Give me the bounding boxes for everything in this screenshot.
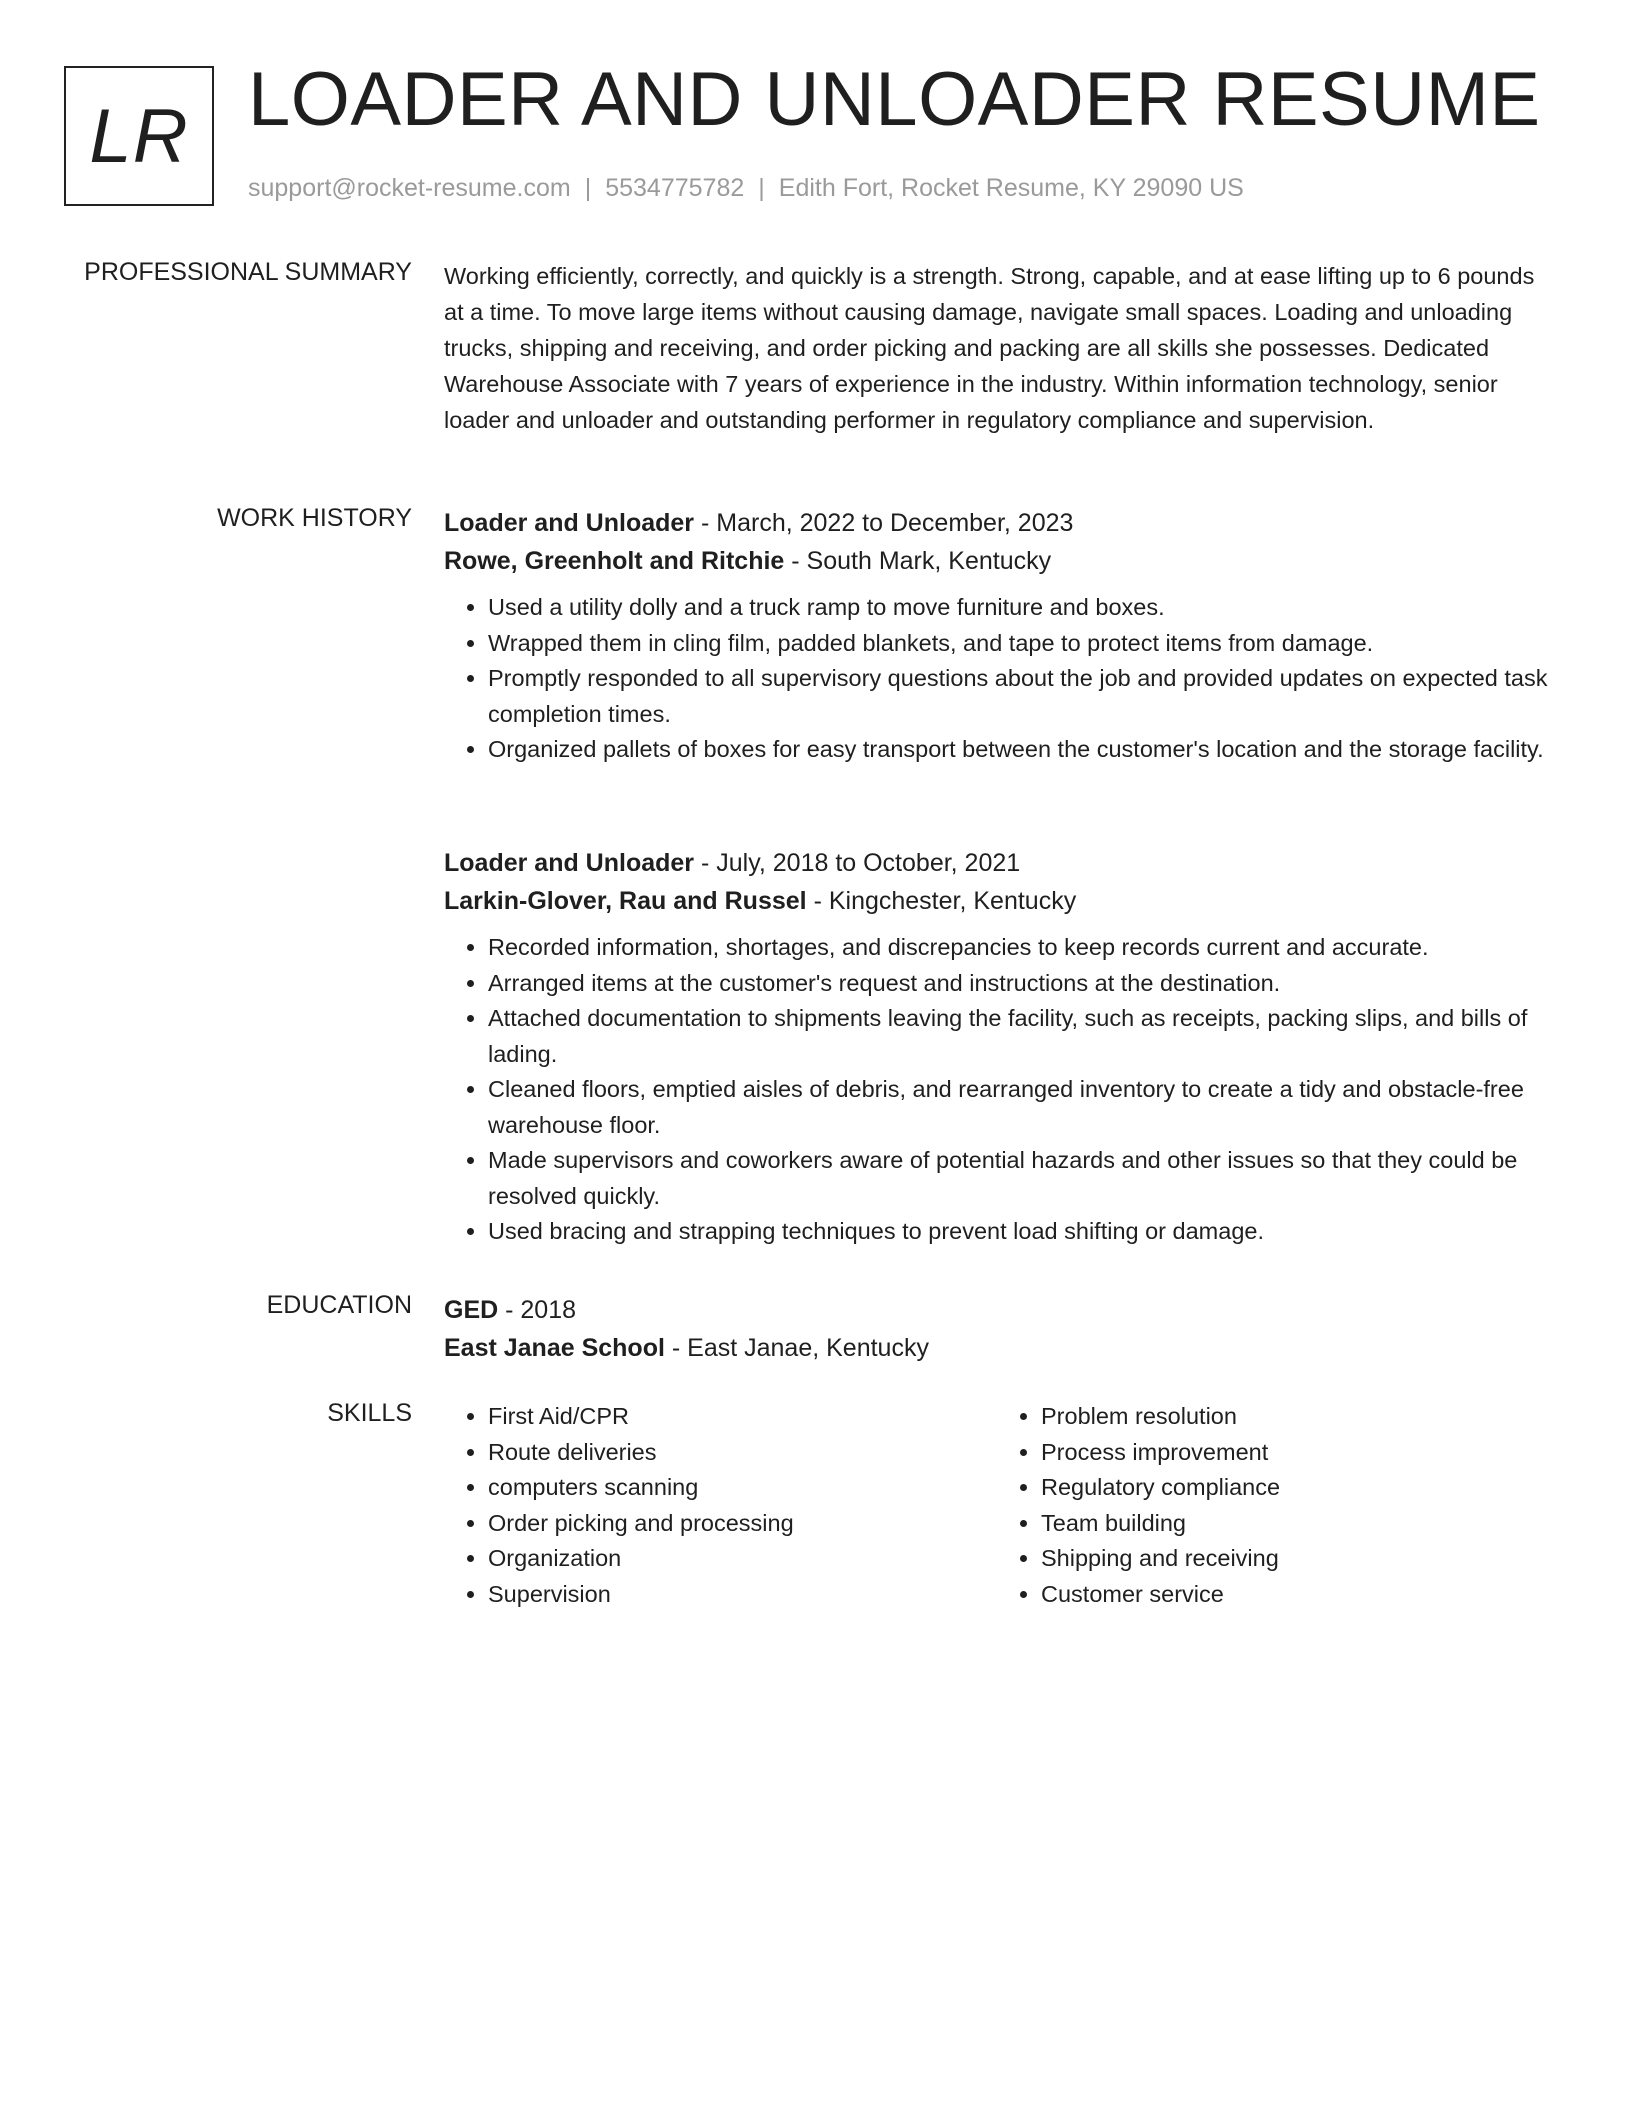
contact-separator: | <box>758 174 765 202</box>
education-degree-line <box>444 1291 1550 1329</box>
contact-phone: 5534775782 <box>605 174 745 202</box>
list-item: • Recorded information, shortages, and discrepancies to keep records current and accurate. <box>488 930 1550 966</box>
skill-item: • Shipping and receiving <box>1041 1541 1550 1577</box>
list-item: • Arranged items at the customer's request and instructions at the destination. <box>488 966 1550 1002</box>
skill-item: • Problem resolution <box>1041 1399 1550 1435</box>
skills-list-left <box>444 1399 997 1613</box>
summary-body <box>444 258 1550 438</box>
job-title-line <box>444 844 1550 882</box>
job-entry <box>444 504 1550 768</box>
job-company-line <box>444 542 1550 580</box>
list-item: • Cleaned floors, emptied aisles of debris, and rearranged inventory to create a tidy and obstacle-free warehouse floor. <box>488 1072 1550 1143</box>
list-item: • Wrapped them in cling film, padded blankets, and tape to protect items from damage. <box>488 626 1550 662</box>
section-heading-summary: PROFESSIONAL SUMMARY <box>84 258 412 286</box>
skill-item: • Order picking and processing <box>488 1506 997 1542</box>
list-item: • Used bracing and strapping techniques to prevent load shifting or damage. <box>488 1214 1550 1250</box>
page-title: LOADER AND UNLOADER RESUME <box>248 57 1541 142</box>
skills-columns <box>444 1399 1550 1613</box>
list-item: • Promptly responded to all supervisory questions about the job and provided updates on expected task completion times. <box>488 661 1550 732</box>
skills-body <box>444 1399 1550 1613</box>
work-history-body <box>444 504 1550 768</box>
education-degree: GED <box>444 1296 499 1324</box>
skill-item: • Customer service <box>1041 1577 1550 1613</box>
section-heading-work-history: WORK HISTORY <box>217 504 412 532</box>
job-entry <box>444 844 1550 1250</box>
education-location: - East Janae, Kentucky <box>664 1334 929 1362</box>
education-school-line <box>444 1329 1550 1367</box>
skill-item: • Regulatory compliance <box>1041 1470 1550 1506</box>
contact-line <box>248 174 1244 203</box>
skill-item: • Team building <box>1041 1506 1550 1542</box>
job-bullets <box>444 930 1550 1250</box>
job-title-line <box>444 504 1550 542</box>
list-item: • Attached documentation to shipments leaving the facility, such as receipts, packing slips, and bills of lading. <box>488 1001 1550 1072</box>
skill-item: • Organization <box>488 1541 997 1577</box>
contact-email: support@rocket-resume.com <box>248 174 571 202</box>
skill-item: • Supervision <box>488 1577 997 1613</box>
job-company: Larkin-Glover, Rau and Russel <box>444 887 807 915</box>
job-dates: - July, 2018 to October, 2021 <box>694 849 1021 877</box>
contact-separator: | <box>584 174 592 202</box>
list-item: • Used a utility dolly and a truck ramp to move furniture and boxes. <box>488 590 1550 626</box>
section-heading-skills: SKILLS <box>327 1399 412 1427</box>
job-company: Rowe, Greenholt and Ritchie <box>444 547 785 575</box>
job-location: - South Mark, Kentucky <box>784 547 1052 575</box>
job-dates: - March, 2022 to December, 2023 <box>694 509 1074 537</box>
job-title: Loader and Unloader <box>444 849 695 877</box>
education-body <box>444 1291 1550 1367</box>
work-history-body <box>444 844 1550 1250</box>
job-company-line <box>444 882 1550 920</box>
section-heading-education: EDUCATION <box>266 1291 412 1319</box>
job-bullets <box>444 590 1550 768</box>
list-item: • Made supervisors and coworkers aware of potential hazards and other issues so that they could be resolved quickly. <box>488 1143 1550 1214</box>
skill-item: • Process improvement <box>1041 1435 1550 1471</box>
contact-address: Edith Fort, Rocket Resume, KY 29090 US <box>778 174 1244 202</box>
job-location: - Kingchester, Kentucky <box>806 887 1077 915</box>
monogram-badge: LR <box>64 66 214 206</box>
list-item: • Organized pallets of boxes for easy transport between the customer's location and the storage facility. <box>488 732 1550 768</box>
job-title: Loader and Unloader <box>444 509 695 537</box>
summary-text: Working efficiently, correctly, and quickly is a strength. Strong, capable, and at ease lifting up to 6 pounds at a time. To move large items without causing damage, navigate small spaces. Loading and unloading trucks, shipping and receiving, and order picking and packing are all skills she possesses. Dedicated Warehouse Associate with 7 years of experience in the industry. Within information technology, senior loader and unloader and outstanding performer in regulatory compliance and supervision. <box>444 263 1535 433</box>
skill-item: • computers scanning <box>488 1470 997 1506</box>
skill-item: • Route deliveries <box>488 1435 997 1471</box>
education-school: East Janae School <box>444 1334 665 1362</box>
skills-list-right <box>997 1399 1550 1613</box>
education-year: - 2018 <box>498 1296 577 1324</box>
skill-item: • First Aid/CPR <box>488 1399 997 1435</box>
